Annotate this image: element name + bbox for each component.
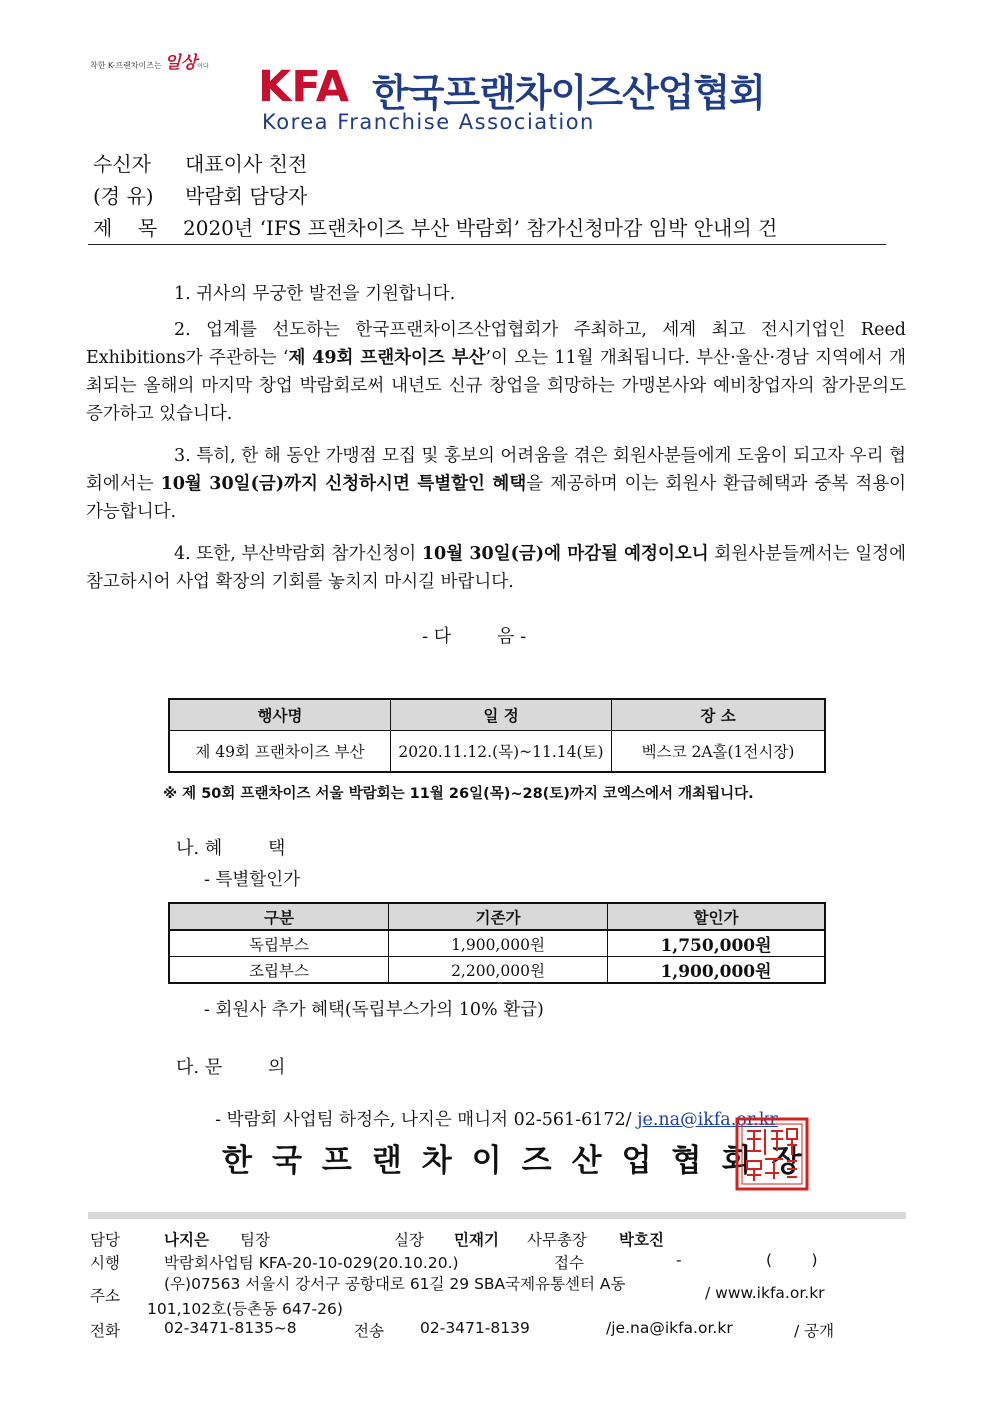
via-line (93, 180, 307, 209)
fax-label: 전송 (354, 1322, 384, 1340)
inquiry-heading: 다. 문 의 (176, 1057, 286, 1078)
slogan (90, 48, 209, 73)
address-line-1: (우)07563 서울시 강서구 공항대로 61길 29 SBA국제유통센터 A동 (164, 1275, 626, 1293)
staff-name: 나지은 (164, 1231, 209, 1249)
column-header: 장 소 (612, 699, 826, 731)
footer-email[interactable]: /je.na@ikfa.or.kr (606, 1319, 733, 1337)
paragraph-1: 1. 귀사의 무궁한 발전을 기원합니다. (174, 284, 456, 304)
address-line-2: 101,102호(등촌동 647-26) (147, 1300, 343, 1318)
recipient-label: 수신자 (93, 152, 151, 176)
benefit-heading: 나. 혜 택 (176, 838, 286, 859)
column-header: 일 정 (391, 699, 612, 731)
website-link[interactable]: / www.ikfa.or.kr (705, 1284, 825, 1302)
receipt-dash: - (676, 1251, 682, 1269)
staff-role: 실장 (394, 1231, 424, 1249)
phone-number: 02-3471-8135~8 (164, 1319, 297, 1337)
column-header: 구분 (169, 903, 389, 930)
table-row: 조립부스 2,200,000원 1,900,000원 (169, 957, 825, 984)
public-status: / 공개 (794, 1322, 835, 1340)
subject-label: 제 목 (93, 216, 158, 240)
column-header: 행사명 (169, 699, 391, 731)
receipt-label: 접수 (554, 1254, 584, 1272)
recipient-value: 대표이사 친전 (185, 152, 308, 176)
staff-role: 사무총장 (527, 1231, 587, 1249)
footer-label: 주소 (90, 1287, 120, 1305)
staff-name: 민재기 (454, 1231, 499, 1249)
event-name-highlight: 제 49회 프랜차이즈 부산 (288, 348, 486, 368)
footer-label: 시행 (90, 1254, 120, 1272)
event-date-cell: 2020.11.12.(목)~11.14(토) (391, 731, 612, 773)
section-heading-details: - 다 음 - (422, 626, 527, 647)
paragraph-3: 3. 특히, 한 해 동안 가맹점 모집 및 홍보의 어려움을 겪은 회원사분들에게 도움이 되고자 우리 협회에서는 10월 30일(금)까지 신청하시면 특별할인 혜택을 제공하며 이는 회원사 환급혜택과 중복 적용이 가능합니다. (86, 446, 907, 522)
footer-label: 전화 (90, 1322, 120, 1340)
event-table (168, 698, 826, 773)
benefit-sub-member: - 회원사 추가 혜택(독립부스가의 10% 환급) (204, 1000, 544, 1020)
organization-signature: 한국프랜차이즈산업협회장 (222, 1143, 822, 1179)
event-name-cell: 제 49회 프랜차이즈 부산 (169, 731, 391, 773)
via-label: (경 유) (93, 184, 154, 208)
slogan-main: 일상 (164, 53, 198, 73)
header-divider (88, 244, 886, 245)
staff-name: 박호진 (619, 1231, 664, 1249)
logo-kfa: KFA (258, 62, 350, 112)
seoul-event-note: ※ 제 50회 프랜차이즈 서울 박람회는 11월 26일(목)~28(토)까지 코엑스에서 개최됩니다. (163, 786, 754, 802)
table-header-row (169, 903, 825, 930)
document-number: 박람회사업팀 KFA-20-10-029(20.10.20.) (164, 1254, 459, 1272)
paragraph-4: 4. 또한, 부산박람회 참가신청이 10월 30일(금)에 마감될 예정이오니 회원사분들께서는 일정에 참고하시어 사업 확장의 기회를 놓치지 마시길 바랍니다. (86, 544, 906, 592)
staff-role: 팀장 (240, 1231, 270, 1249)
recipient-line (93, 148, 307, 177)
subject-value: 2020년 ‘IFS 프랜차이즈 부산 박람회’ 참가신청마감 임박 안내의 건 (183, 216, 778, 240)
inquiry-contact: - 박람회 사업팀 하정수, 나지은 매니저 02-561-6172/ je.na@ikfa.or.kr (215, 1110, 778, 1130)
logo-english: Korea Franchise Association (262, 110, 595, 134)
table-row: 독립부스 1,900,000원 1,750,000원 (169, 930, 825, 957)
column-header: 할인가 (608, 903, 826, 930)
event-venue-cell: 벡스코 2A홀(1전시장) (612, 731, 826, 773)
subject-line (93, 212, 777, 241)
column-header: 기존가 (389, 903, 608, 930)
benefit-sub-discount: - 특별할인가 (204, 870, 301, 890)
logo-korean: 한국프랜차이즈산업협회 (372, 71, 765, 115)
slogan-post: 이다 (197, 63, 209, 70)
official-seal-icon (735, 1117, 809, 1191)
via-value: 박람회 담당자 (185, 184, 308, 208)
slogan-pre: 착한 K-프랜차이즈는 (90, 61, 162, 70)
paragraph-2: 2. 업계를 선도하는 한국프랜차이즈산업협회가 주최하고, 세계 최고 전시기업인 Reed Exhibitions가 주관하는 ‘제 49회 프랜차이즈 부산’이 오는 11월 개최됩니다. 부산·울산·경남 지역에서 개최되는 올해의 마지막 창업 박람회로써 내년도 신규 창업을 희망하는 가맹본사와 예비창업자의 참가문의도 증가하고 있습니다. (86, 320, 906, 424)
discount-highlight: 10월 30일(금)까지 신청하시면 특별할인 혜택 (160, 474, 527, 494)
footer-divider (88, 1212, 906, 1219)
fax-number: 02-3471-8139 (420, 1319, 530, 1337)
price-table (168, 902, 826, 984)
inquiry-email-link[interactable]: je.na@ikfa.or.kr (637, 1110, 778, 1130)
table-header-row (169, 699, 825, 731)
footer-label: 담당 (90, 1231, 120, 1249)
table-row (169, 731, 825, 773)
deadline-highlight: 10월 30일(금)에 마감될 예정이오니 (421, 544, 709, 564)
receipt-paren: ( ) (766, 1251, 818, 1269)
